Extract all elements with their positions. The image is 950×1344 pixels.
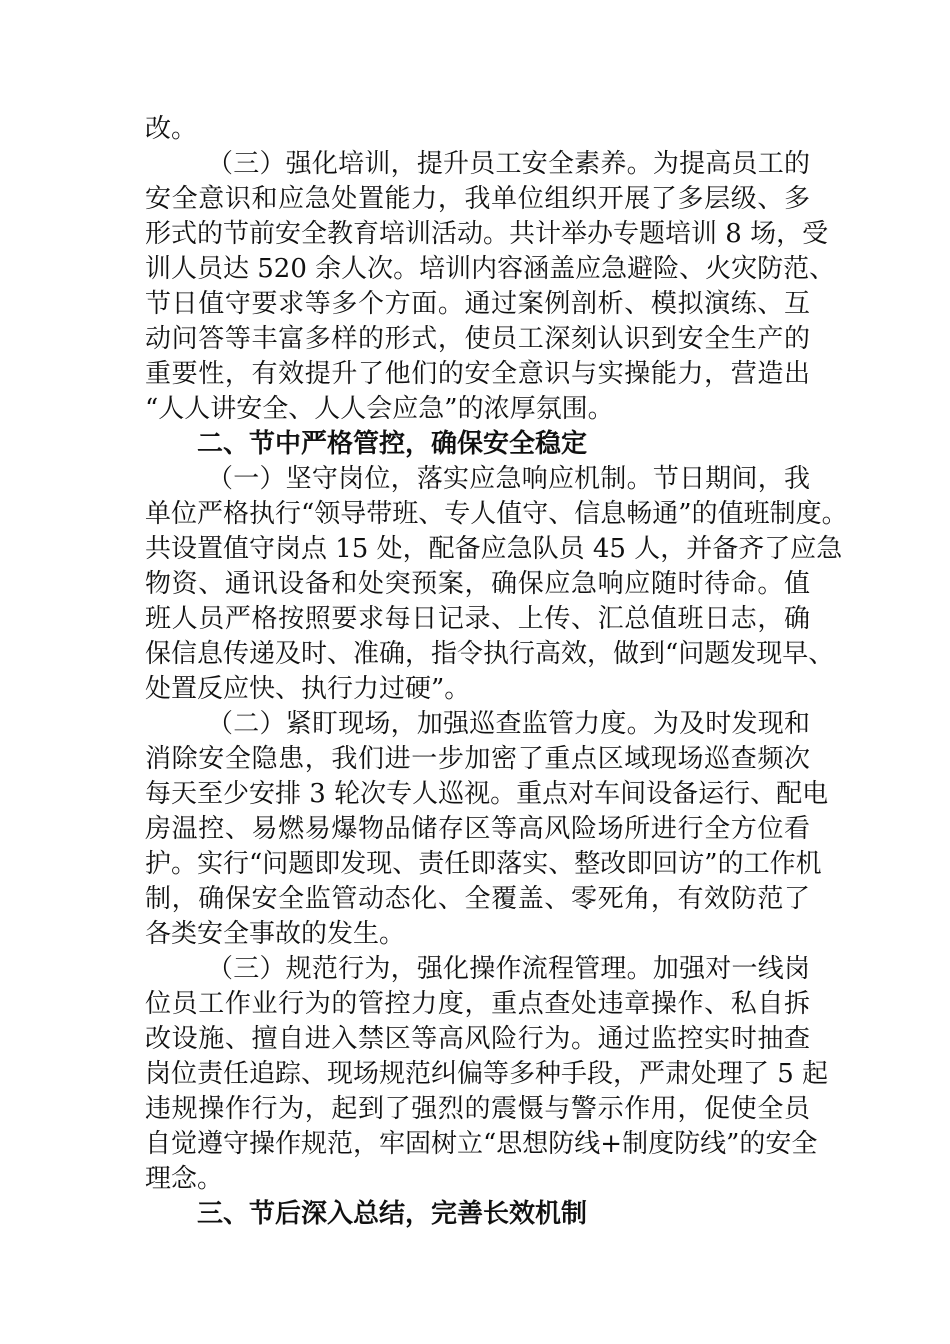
- paragraph-line: 安全意识和应急处置能力，我单位组织开展了多层级、多: [145, 184, 810, 214]
- paragraph-line: 消除安全隐患，我们进一步加密了重点区域现场巡查频次: [145, 744, 810, 774]
- paragraph-line: 违规操作行为，起到了强烈的震慑与警示作用，促使全员: [145, 1094, 810, 1124]
- paragraph-line: 每天至少安排 3 轮次专人巡视。重点对车间设备运行、配电: [145, 779, 829, 809]
- paragraph-line: 形式的节前安全教育培训活动。共计举办专题培训 8 场，受: [145, 219, 829, 249]
- section-heading: 三、节后深入总结，完善长效机制: [197, 1199, 588, 1229]
- paragraph-line: 处置反应快、执行力过硬”。: [145, 674, 471, 704]
- paragraph-line: 单位严格执行“领导带班、专人值守、信息畅通”的值班制度。: [145, 499, 848, 529]
- paragraph-line: （一）坚守岗位，落实应急响应机制。节日期间，我: [207, 464, 810, 494]
- paragraph-line: 物资、通讯设备和处突预案，确保应急响应随时待命。值: [145, 569, 810, 599]
- paragraph-line: 节日值守要求等多个方面。通过案例剖析、模拟演练、互: [145, 289, 810, 319]
- paragraph-line: 重要性，有效提升了他们的安全意识与实操能力，营造出: [145, 359, 810, 389]
- paragraph-line: 房温控、易燃易爆物品储存区等高风险场所进行全方位看: [145, 814, 810, 844]
- paragraph-line: 护。实行“问题即发现、责任即落实、整改即回访”的工作机: [145, 849, 822, 879]
- paragraph-line: 保信息传递及时、准确，指令执行高效，做到“问题发现早、: [145, 639, 835, 669]
- paragraph-line: 动问答等丰富多样的形式，使员工深刻认识到安全生产的: [145, 324, 810, 354]
- document-body: [145, 112, 848, 1232]
- paragraph-line: 岗位责任追踪、现场规范纠偏等多种手段，严肃处理了 5 起: [145, 1059, 829, 1089]
- paragraph-line: 训人员达 520 余人次。培训内容涵盖应急避险、火灾防范、: [145, 254, 836, 284]
- paragraph-line: 共设置值守岗点 15 处，配备应急队员 45 人，并备齐了应急: [145, 534, 843, 564]
- paragraph-line: 各类安全事故的发生。: [145, 919, 406, 949]
- paragraph-line: 班人员严格按照要求每日记录、上传、汇总值班日志，确: [145, 604, 810, 634]
- paragraph-line: （三）规范行为，强化操作流程管理。加强对一线岗: [207, 954, 810, 984]
- paragraph-line: （二）紧盯现场，加强巡查监管力度。为及时发现和: [207, 709, 810, 739]
- paragraph-line: 理念。: [145, 1164, 224, 1194]
- paragraph-line: 位员工作业行为的管控力度，重点查处违章操作、私自拆: [145, 989, 810, 1019]
- paragraph-line: 改。: [145, 114, 198, 144]
- paragraph-line: 自觉遵守操作规范，牢固树立“思想防线+制度防线”的安全: [145, 1129, 818, 1159]
- section-heading: 二、节中严格管控，确保安全稳定: [197, 429, 588, 459]
- paragraph-line: 制，确保安全监管动态化、全覆盖、零死角，有效防范了: [145, 884, 810, 914]
- paragraph-line: “人人讲安全、人人会应急”的浓厚氛围。: [145, 394, 614, 424]
- paragraph-line: 改设施、擅自进入禁区等高风险行为。通过监控实时抽查: [145, 1024, 810, 1054]
- paragraph-line: （三）强化培训，提升员工安全素养。为提高员工的: [207, 149, 810, 179]
